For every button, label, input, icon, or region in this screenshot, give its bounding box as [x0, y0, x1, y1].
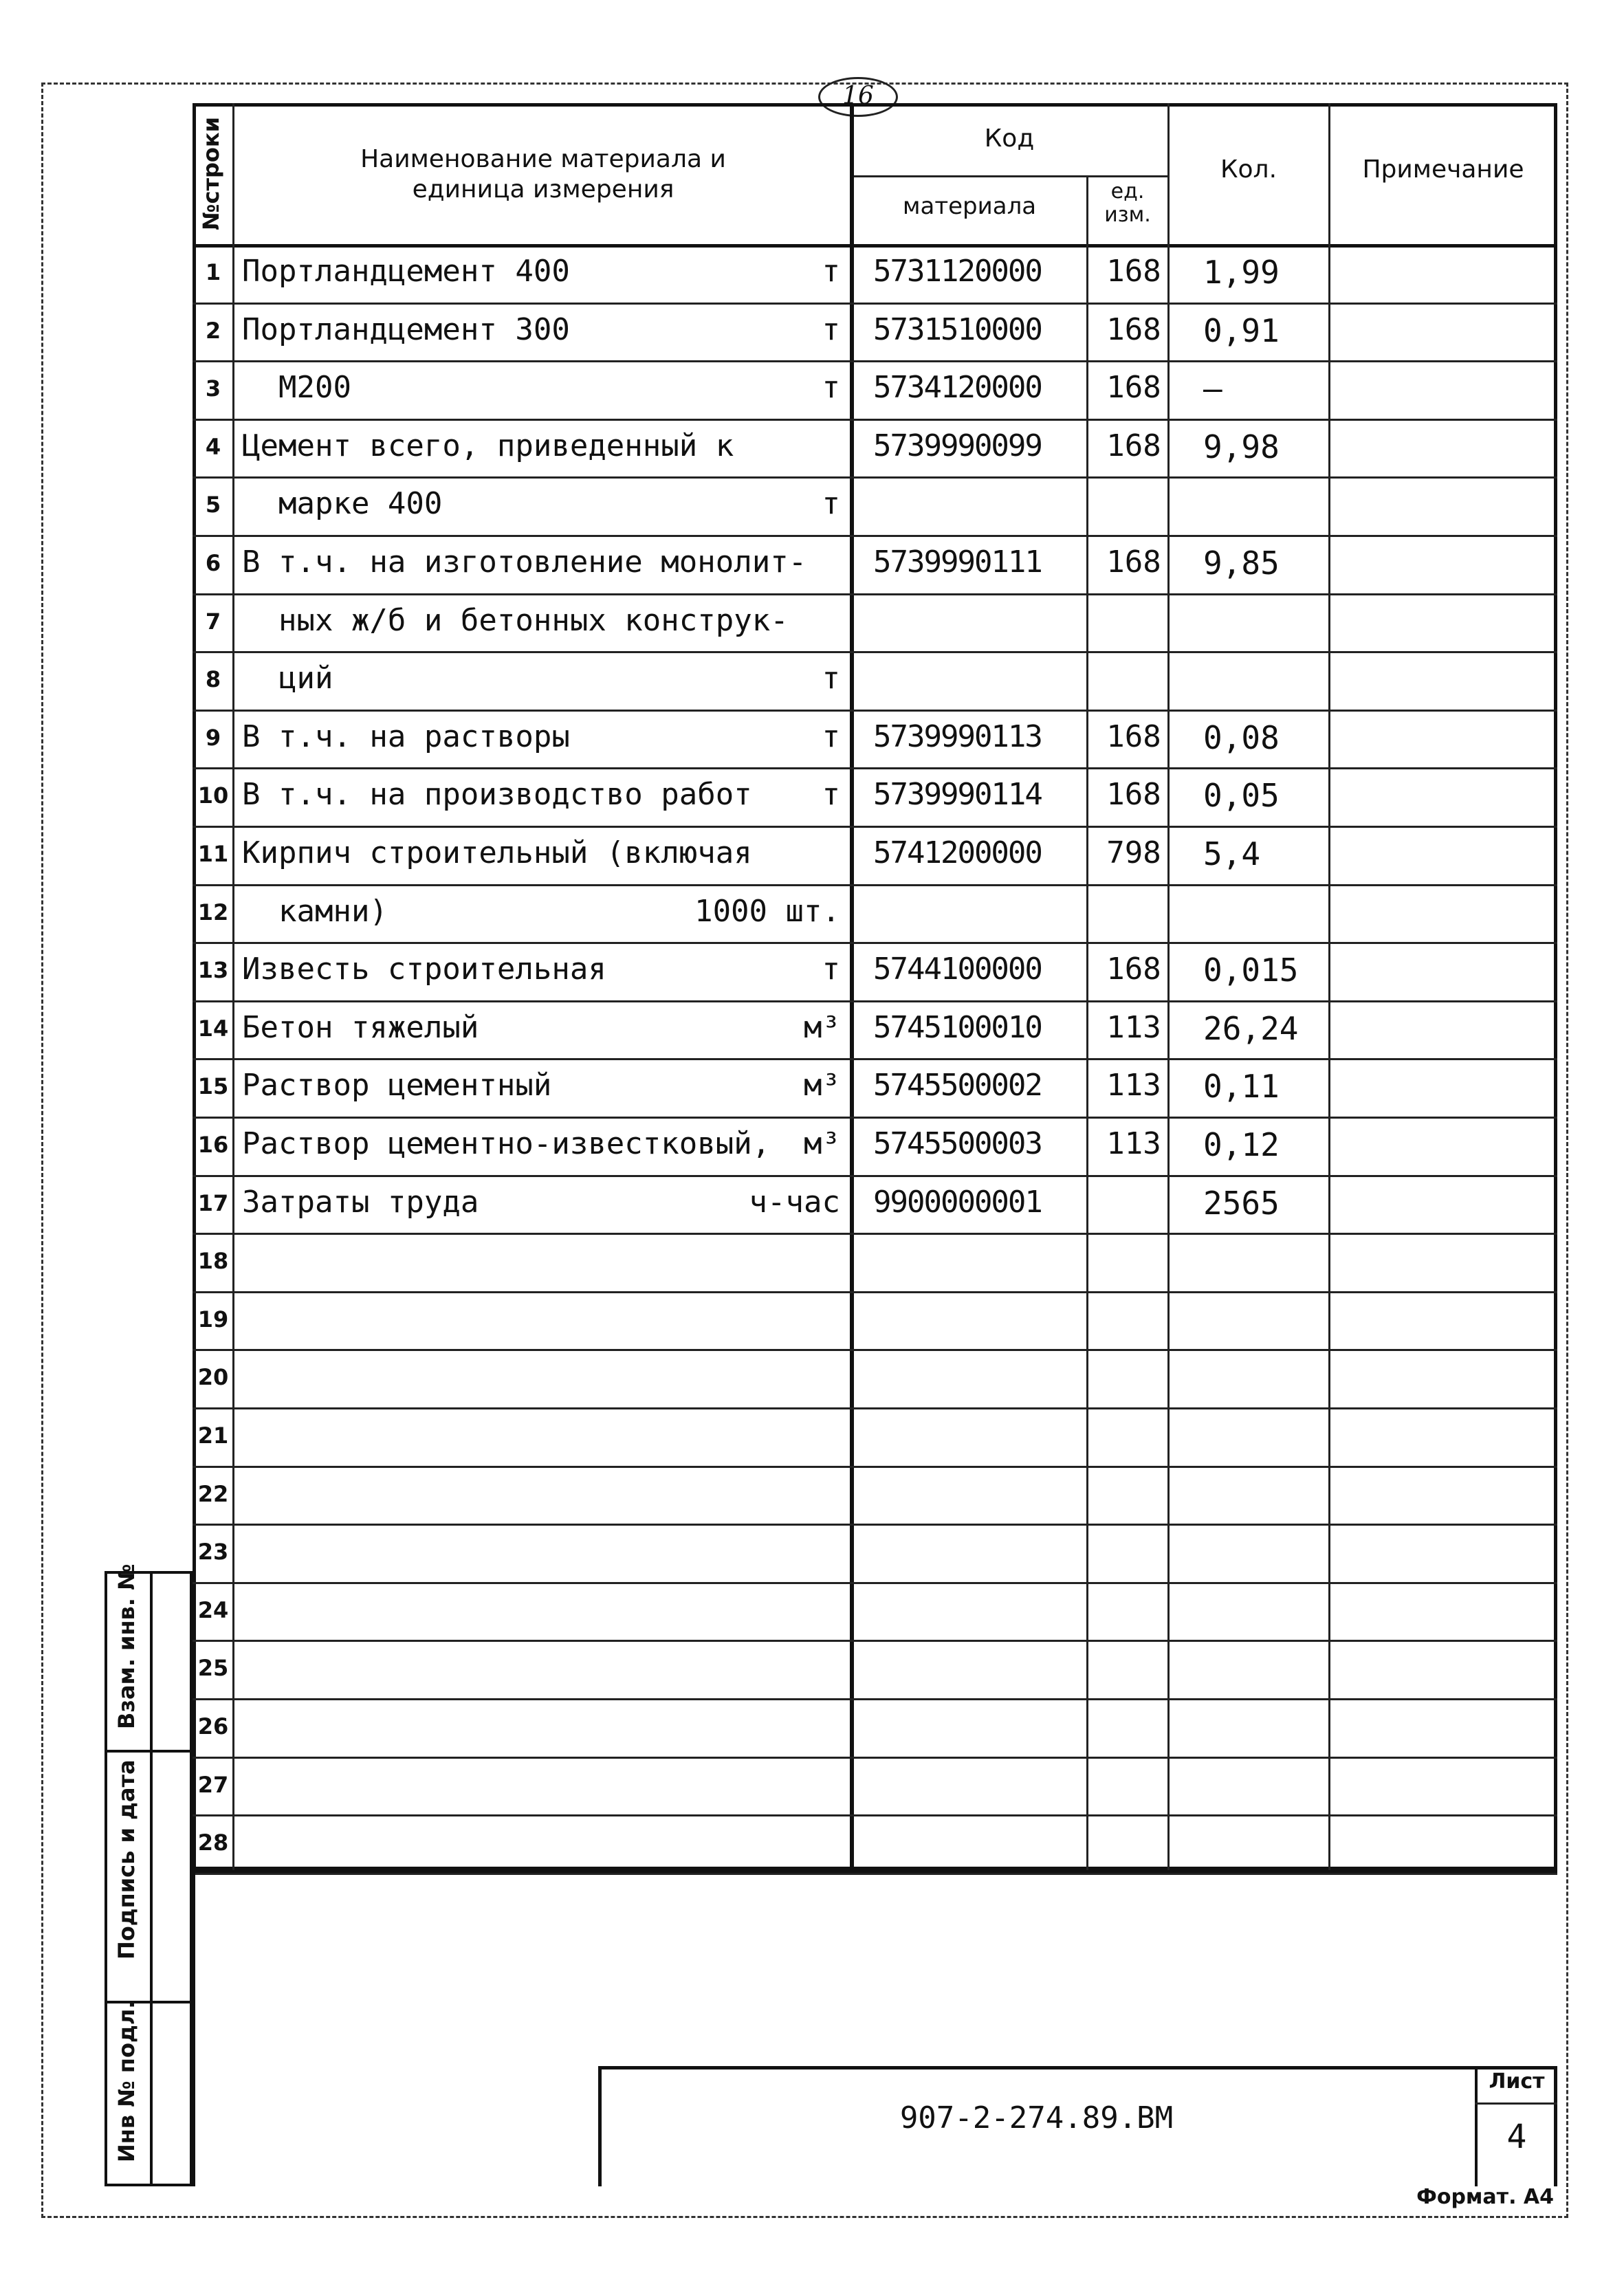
side-inv-no: Взам. инв. № — [113, 1563, 140, 1729]
material-name: Затраты труда — [242, 1184, 479, 1220]
row-number: 6 — [205, 550, 221, 576]
row-line — [193, 1698, 1557, 1700]
quantity: 0,91 — [1203, 311, 1280, 349]
row-number: 21 — [197, 1423, 229, 1449]
row-line — [193, 360, 1557, 362]
row-number: 16 — [197, 1132, 229, 1158]
row-name-cell — [242, 1417, 840, 1458]
row-number: 14 — [197, 1015, 229, 1042]
material-name: Известь строительная — [242, 952, 606, 987]
material-unit-label: м³ — [804, 1068, 840, 1103]
material-name: Бетон тяжелый — [242, 1009, 479, 1045]
row-line — [193, 1349, 1557, 1351]
header-unit: ед. изм. — [1104, 179, 1151, 227]
row-number: 1 — [205, 259, 221, 285]
row-name-cell — [242, 1533, 840, 1574]
material-name: Портландцемент 400 — [242, 254, 570, 289]
row-name-cell — [242, 1010, 840, 1051]
material-code: 5731510000 — [873, 311, 1042, 347]
quantity: 1,99 — [1203, 254, 1280, 291]
material-unit-label: т — [822, 952, 840, 987]
row-name-cell — [242, 1301, 840, 1342]
row-name-cell — [242, 952, 840, 993]
table-bottom-line — [193, 1870, 1557, 1873]
unit-code: 113 — [1106, 1009, 1161, 1045]
sheet-label: Лист — [1489, 2069, 1545, 2094]
row-name-cell — [242, 1592, 840, 1633]
col-line-1 — [232, 103, 234, 1870]
quantity: 26,24 — [1203, 1009, 1299, 1047]
row-name-cell — [242, 428, 840, 470]
row-name-cell — [242, 894, 840, 935]
material-code: 5744100000 — [873, 952, 1042, 987]
row-line — [193, 1291, 1557, 1293]
doc-code: 907-2-274.89.ВМ — [899, 2100, 1174, 2135]
row-line — [193, 535, 1557, 537]
row-name-cell — [242, 661, 840, 702]
row-name-cell — [242, 312, 840, 353]
material-code: 5739990099 — [873, 428, 1042, 463]
row-name-cell — [242, 1242, 840, 1284]
row-line — [193, 1524, 1557, 1526]
code-subheader-line — [851, 175, 1167, 177]
unit-code: 168 — [1106, 311, 1161, 347]
row-number: 13 — [197, 957, 229, 984]
row-line — [193, 1814, 1557, 1816]
material-name: ций — [242, 661, 333, 696]
row-line — [193, 1640, 1557, 1642]
material-name: ных ж/б и бетонных конструк- — [242, 602, 789, 638]
material-unit-label: ч-час — [749, 1184, 840, 1220]
material-unit-label: 1000 шт. — [694, 893, 840, 929]
material-unit-label: т — [822, 486, 840, 522]
row-line — [193, 1466, 1557, 1468]
material-unit-label: т — [822, 370, 840, 406]
row-line — [193, 1000, 1557, 1002]
row-line — [193, 1233, 1557, 1235]
row-number: 11 — [197, 841, 229, 867]
header-name: Наименование материала и единица измерения — [360, 145, 726, 204]
material-unit-label: т — [822, 777, 840, 813]
material-unit-label: м³ — [804, 1126, 840, 1161]
material-code: 5745100010 — [873, 1009, 1042, 1045]
quantity: 0,12 — [1203, 1126, 1280, 1163]
col-line-5 — [1328, 103, 1330, 1870]
row-name-cell — [242, 1475, 840, 1517]
material-name: В т.ч. на изготовление монолит- — [242, 545, 807, 580]
row-number: 9 — [205, 724, 221, 751]
row-number: 26 — [197, 1713, 229, 1739]
unit-code: 168 — [1106, 428, 1161, 463]
row-line — [193, 593, 1557, 595]
format-label: Формат. А4 — [1416, 2185, 1554, 2209]
row-line — [193, 1117, 1557, 1119]
header-code: Код — [984, 124, 1035, 153]
row-line — [193, 303, 1557, 305]
material-code: 5739990111 — [873, 545, 1042, 580]
header-note: Примечание — [1362, 155, 1524, 184]
row-number: 7 — [205, 608, 221, 635]
quantity: 0,05 — [1203, 777, 1280, 815]
row-number: 18 — [197, 1248, 229, 1275]
side-stamp-line-1 — [105, 1750, 193, 1753]
header-row-no: №строки — [198, 116, 224, 230]
row-number: 20 — [197, 1364, 229, 1391]
unit-code: 168 — [1106, 254, 1161, 289]
quantity: 9,98 — [1203, 428, 1280, 465]
row-line — [193, 1873, 1557, 1875]
quantity: 5,4 — [1203, 835, 1261, 872]
row-number: 19 — [197, 1306, 229, 1332]
row-line — [193, 942, 1557, 944]
row-name-cell — [242, 1766, 840, 1808]
row-line — [193, 767, 1557, 769]
material-unit-label: т — [822, 661, 840, 696]
quantity: – — [1203, 370, 1222, 408]
material-name: Портландцемент 300 — [242, 311, 570, 347]
material-name: Цемент всего, приведенный к — [242, 428, 734, 463]
row-line — [193, 419, 1557, 421]
material-name: марке 400 — [242, 486, 443, 522]
row-line — [193, 884, 1557, 886]
row-name-cell — [242, 1824, 840, 1865]
row-line — [193, 710, 1557, 712]
header-material: материала — [902, 193, 1037, 220]
row-number: 2 — [205, 317, 221, 344]
row-name-cell — [242, 719, 840, 760]
row-line — [193, 1175, 1557, 1177]
row-name-cell — [242, 1068, 840, 1109]
row-name-cell — [242, 603, 840, 644]
row-name-cell — [242, 835, 840, 877]
row-number: 24 — [197, 1596, 229, 1623]
material-name: Кирпич строительный (включая — [242, 835, 752, 870]
row-name-cell — [242, 370, 840, 411]
row-line — [193, 1407, 1557, 1409]
material-name: камни) — [242, 893, 388, 929]
material-unit-label: м³ — [804, 1009, 840, 1045]
side-stamp-divider — [150, 1571, 153, 2186]
material-code: 9900000001 — [873, 1184, 1042, 1220]
row-line — [193, 1582, 1557, 1584]
row-number: 17 — [197, 1189, 229, 1216]
unit-code: 168 — [1106, 370, 1161, 406]
row-name-cell — [242, 1708, 840, 1749]
material-name: В т.ч. на производство работ — [242, 777, 752, 813]
unit-code: 168 — [1106, 718, 1161, 754]
material-unit-label: т — [822, 718, 840, 754]
material-code: 5739990114 — [873, 777, 1042, 813]
material-code: 5739990113 — [873, 718, 1042, 754]
quantity: 0,015 — [1203, 952, 1299, 989]
row-number: 12 — [197, 899, 229, 925]
left-border-lower — [193, 1870, 195, 2186]
title-sheet-line — [1475, 2102, 1557, 2105]
row-number: 8 — [205, 666, 221, 693]
row-name-cell — [242, 1649, 840, 1691]
side-inv-orig: Инв № подл. — [113, 2000, 140, 2162]
row-line — [193, 826, 1557, 828]
row-name-cell — [242, 1359, 840, 1400]
row-number: 23 — [197, 1539, 229, 1566]
row-line — [193, 1757, 1557, 1759]
material-code: 5731120000 — [873, 254, 1042, 289]
col-line-3 — [1086, 175, 1088, 1870]
row-name-cell — [242, 486, 840, 527]
row-name-cell — [242, 254, 840, 295]
col-line-2 — [850, 103, 854, 1870]
unit-code: 168 — [1106, 545, 1161, 580]
material-code: 5745500002 — [873, 1068, 1042, 1103]
row-name-cell — [242, 1185, 840, 1226]
row-number: 22 — [197, 1480, 229, 1507]
page-mark: 16 — [818, 77, 898, 117]
material-unit-label: т — [822, 254, 840, 289]
material-code: 5734120000 — [873, 370, 1042, 406]
row-number: 5 — [205, 492, 221, 518]
material-unit-label: т — [822, 311, 840, 347]
row-number: 28 — [197, 1830, 229, 1856]
material-code: 5741200000 — [873, 835, 1042, 870]
material-name: Раствор цементный — [242, 1068, 552, 1103]
row-number: 10 — [197, 782, 229, 809]
header-bottom-line — [193, 244, 1557, 248]
row-line — [193, 476, 1557, 479]
row-number: 25 — [197, 1655, 229, 1682]
side-signature: Подпись и дата — [113, 1759, 140, 1959]
row-number: 3 — [205, 375, 221, 402]
row-name-cell — [242, 545, 840, 586]
quantity: 2565 — [1203, 1184, 1280, 1222]
unit-code: 113 — [1106, 1126, 1161, 1161]
unit-code: 798 — [1106, 835, 1161, 870]
row-name-cell — [242, 777, 840, 818]
unit-code: 168 — [1106, 777, 1161, 813]
unit-code: 113 — [1106, 1068, 1161, 1103]
row-number: 15 — [197, 1073, 229, 1100]
quantity: 0,11 — [1203, 1068, 1280, 1106]
row-line — [193, 651, 1557, 653]
material-name: В т.ч. на растворы — [242, 718, 570, 754]
unit-code: 168 — [1106, 952, 1161, 987]
material-code: 5745500003 — [873, 1126, 1042, 1161]
row-line — [193, 1058, 1557, 1060]
row-number: 27 — [197, 1771, 229, 1798]
material-name: Раствор цементно-известковый, — [242, 1126, 771, 1161]
row-number: 4 — [205, 433, 221, 460]
row-name-cell — [242, 1126, 840, 1167]
material-name: М200 — [242, 370, 351, 406]
quantity: 9,85 — [1203, 545, 1280, 582]
quantity: 0,08 — [1203, 718, 1280, 756]
sheet-number: 4 — [1506, 2118, 1527, 2156]
header-qty: Кол. — [1220, 155, 1277, 184]
